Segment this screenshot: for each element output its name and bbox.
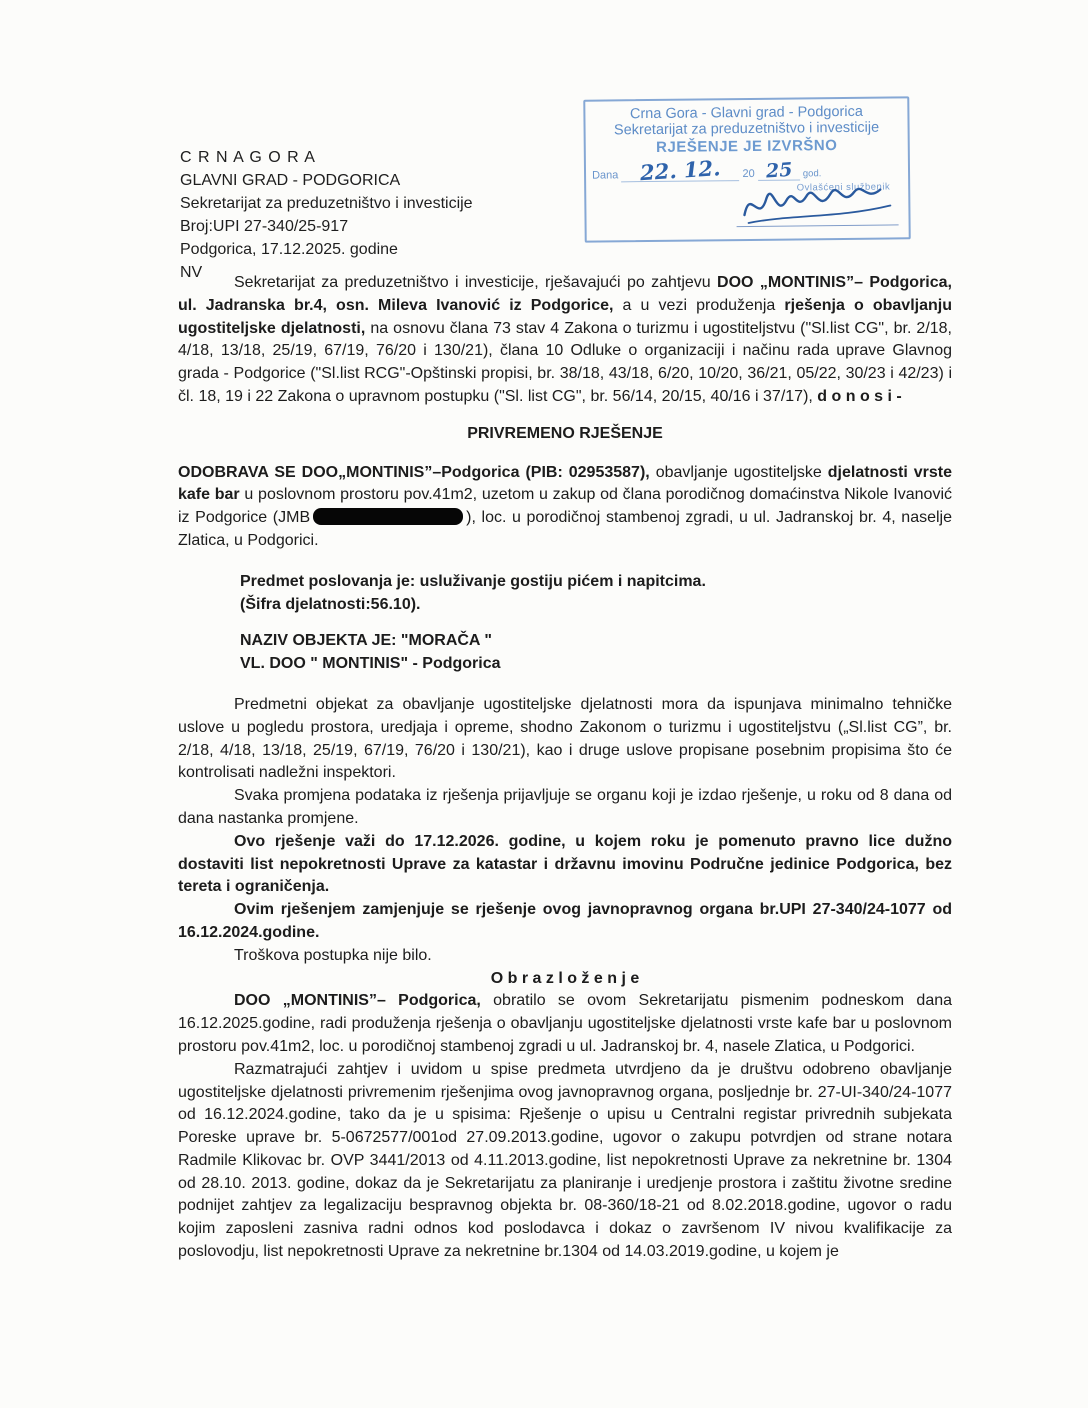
business-subject-line xyxy=(240,571,952,594)
change-notice-paragraph xyxy=(178,785,952,831)
stamp-handwritten-date: 22. 12. xyxy=(639,155,722,186)
letterhead-department: Sekretarijat za preduzetništvo i investicije xyxy=(180,195,473,212)
text-run: Razmatrajući zahtjev i uvidom u spise predmeta utvrdjeno da je društvu odobreno obavljanje ugostiteljske djelatnosti privremenim rješenjima ovog javnopravnog organa, posljednje br. 27-UI-340/24-1077 od 16.12.2024.godine, tako da je u spisima: Rješenje o upisu u Centralni registar privrednih subjekata Poreske uprave br. 5-0672577/001od 27.09.2013.godine, ugovor o zakupu potvrdjen od strane notara Radmile Klikovac br. OVP 3441/2013 od 4.11.2013.godine, list nepokretnosti Uprave za nekretnine br. 1304 od 28.10. 2013. godine, dokaz da je Sekretarijatu za planiranje i uredjenje prostora i zaštitu životne sredine podnijet zahtjev za legalizaciju bespravnog objekta br. 08-360/18-21 od 8.02.2018.godine, ugovor o radu kojim zaposleni zasniva radni odnos kod poslodavca i dokaz o završenom IV nivou kvalifikacije za poslovodju, list nepokretnosti Uprave za nekretnine br.1304 od 14.03.2019.godine, u kojem je xyxy=(178,1060,952,1261)
bold-text-run: rješenja o obavljanju ugostiteljske djelatnosti, xyxy=(178,296,952,337)
bold-text-run: Ovim rješenjem zamjenjuje se rješenje ovog javnopravnog organa br.UPI 27-340/24-1077 od 16.12.2024.godine. xyxy=(178,901,952,941)
text-run: na osnovu člana 73 stav 4 Zakona o turizmu i ugostiteljstvu ("Sl.list CG", br. 2/18, 4/18, 13/18, 25/19, 67/19, 76/20 i 130/21), člana 10 Odluke o organizaciji i načinu rada uprave Glavnog grada - Podgorice ("Sl.list RCG"-Opštinski propisi, br. 38/18, 43/18, 6/20, 10/20, 36/21, 05/22, 30/23 i 42/23) i čl. 18, 19 i 22 Zakona o upravnom postupku ("Sl. list CG", br. 56/14, 20/15, 40/16 i 37/17), xyxy=(178,319,953,405)
text-run: Sekretarijat za preduzetništvo i investicije, rješavajući po zahtjevu xyxy=(234,274,718,291)
text-run: obratilo se ovom Sekretarijatu pismenim podneskom dana 16.12.2025.godine, radi produženja rješenja o obavljanju ugostiteljske djelatnosti vrste kafe bar u poslovnom prostoru pov.41m2, loc. u porodičnoj stambenoj zgradi u ul. Jadranskoj br. 4, nasele Zlatica, u Podgorici. xyxy=(178,992,953,1055)
request-paragraph xyxy=(178,990,952,1058)
letterhead-city: GLAVNI GRAD - PODGORICA xyxy=(180,172,401,189)
text-run: obavljanje ugostiteljske xyxy=(655,463,828,481)
bold-text-run: djelatnosti vrste kafe bar xyxy=(178,463,953,504)
decision-title xyxy=(178,423,952,446)
letterhead-case-number: Broj:UPI 27-340/25-917 xyxy=(180,218,349,235)
text-run: Svaka promjena podataka iz rješenja prijavljuje se organu koji je izdao rješenje, u roku od 8 dana od dana nastanka promjene. xyxy=(178,787,952,827)
bold-text-run: Ovo rješenje važi do 17.12.2026. godine, u kojem roku je pomenuto pravno lice dužno dostaviti list nepokretnosti Uprave za katastar i državnu imovinu Područne jedinice Podgorica, bez tereta i ograničenja. xyxy=(178,832,952,896)
text-run: Troškova postupka nije bilo. xyxy=(234,946,432,964)
bold-text-run: PRIVREMENO RJEŠENJE xyxy=(467,424,663,442)
text-run: u poslovnom prostoru pov.41m2, uzetom u zakup od člana porodičnog domaćinstva Nikole Ivanović iz Podgorice (JMB xyxy=(178,486,952,527)
rationale-title xyxy=(178,968,952,991)
validity-paragraph xyxy=(178,831,952,899)
stamp-year-prefix: 20 xyxy=(742,167,755,181)
stamp-authority-line: Crna Gora - Glavni grad - Podgorica xyxy=(629,103,863,123)
text-run: ), loc. u porodičnoj stambenoj zgradi, u ul. Jadranskoj br. 4, naselje Zlatica, u Podgorici. xyxy=(178,509,952,549)
letterhead xyxy=(180,146,700,284)
bold-text-run: d o n o s i - xyxy=(817,387,902,405)
owner-line xyxy=(240,653,952,676)
text-run: Predmetni objekat za obavljanje ugostiteljske djelatnosti mora da ispunjava minimalno tehničke uslove u pogledu prostora, uredjaja i opreme, shodno Zakonom o turizmu i ugostiteljstvu („Sl.list CG”, br. 2/18, 4/18, 13/18, 25/19, 67/19, 76/20 i 130/21), kao i druge uslove propisane posebnim propisima što će kontrolisati nadležni inspektori. xyxy=(178,695,952,782)
stamp-date-label: Dana xyxy=(591,169,619,182)
stamp-officer-label: Ovlašćeni službenik xyxy=(796,181,891,194)
bold-text-run: NAZIV OBJEKTA JE: "MORAČA " xyxy=(240,632,492,650)
bold-text-run: ODOBRAVA SE DOO„MONTINIS”–Podgorica (PIB: 02953587), xyxy=(178,463,656,481)
bold-text-run: Predmet poslovanja je: usluživanje gostiju pićem i napitcima. xyxy=(240,572,706,590)
stamp-department-line: Sekretarijat za preduzetništvo i investicije xyxy=(613,119,880,139)
bold-text-run: VL. DOO " MONTINIS" - Podgorica xyxy=(240,655,501,673)
document-body xyxy=(178,268,952,1264)
stamp-executive-line: RJEŠENJE JE IZVRŠNO xyxy=(656,137,838,156)
bold-text-run: O b r a z l o ž e n j e xyxy=(490,969,640,987)
bold-text-run: (Šifra djelatnosti:56.10). xyxy=(240,595,421,613)
bold-text-run: DOO „MONTINIS”– Podgorica, ul. Jadranska br.4, osn. Mileva Ivanović iz Podgorice, xyxy=(178,274,952,314)
redacted-jmb-number xyxy=(313,508,463,525)
replacement-paragraph xyxy=(178,899,952,945)
letterhead-initials: NV xyxy=(180,264,203,281)
intro-paragraph xyxy=(178,272,952,409)
letterhead-country: C R N A G O R A xyxy=(180,149,316,166)
approval-paragraph xyxy=(178,462,952,553)
conditions-paragraph xyxy=(178,694,952,785)
findings-paragraph xyxy=(178,1059,952,1264)
stamp-handwritten-year: 25 xyxy=(764,158,793,183)
stamp-year-suffix: god. xyxy=(802,168,822,180)
costs-line xyxy=(178,945,952,968)
activity-code-line xyxy=(240,594,952,617)
bold-text-run: DOO „MONTINIS”– Podgorica, xyxy=(234,992,494,1010)
text-run: a u vezi produženja xyxy=(613,296,785,314)
letterhead-place-date: Podgorica, 17.12.2025. godine xyxy=(180,241,398,258)
object-name-line xyxy=(240,630,952,653)
